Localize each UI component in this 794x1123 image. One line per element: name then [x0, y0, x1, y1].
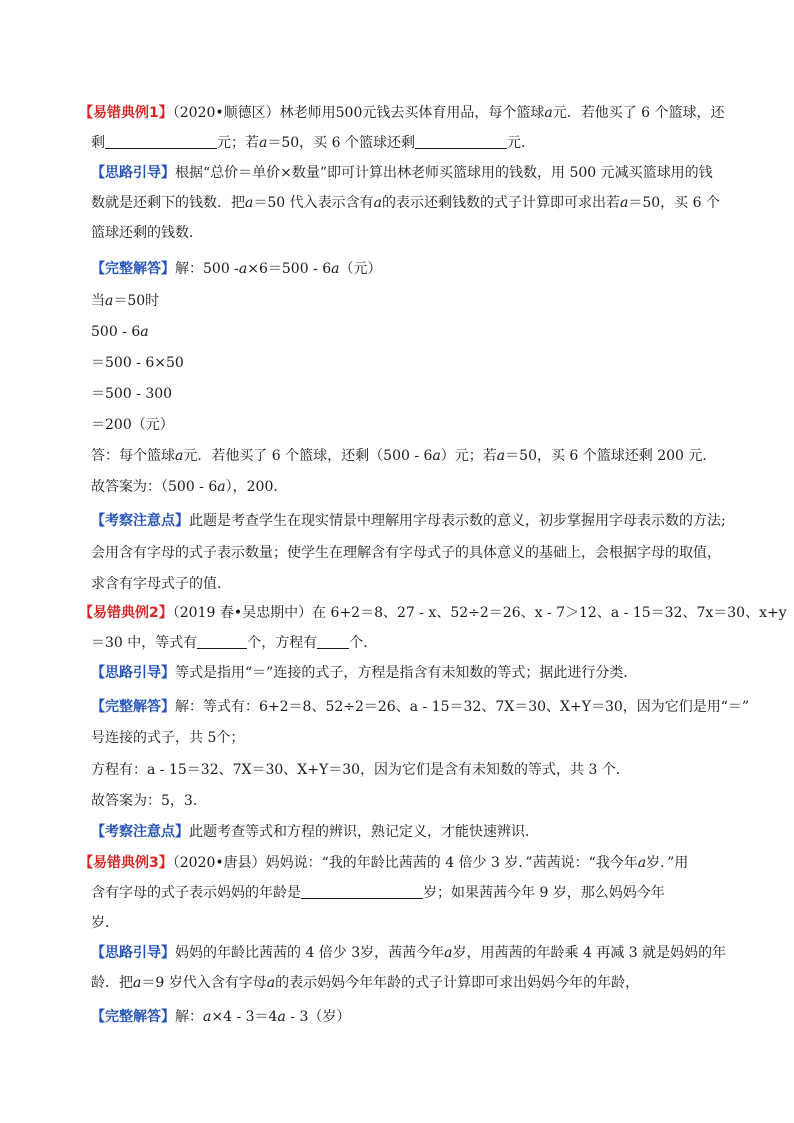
ex2-tag: 【易错典例2】	[79, 605, 173, 621]
ex2-final-answer: 故答案为：5，3．	[91, 793, 207, 809]
hint-tag: 【思路引导】	[91, 945, 175, 961]
answer-blank[interactable]	[415, 134, 507, 149]
answer-blank[interactable]	[317, 634, 349, 649]
ex1-hint-line1: 【思路引导】根据“总价＝单价×数量”即可计算出林老师买篮球用的钱数，用 500 元减买篮球用的钱	[91, 165, 713, 181]
ex3-hint-line1: 【思路引导】妈妈的年龄比茜茜的 4 倍少 3岁，茜茜今年a岁，用茜茜的年龄乘 4 再减 3 就是妈妈的年	[91, 945, 727, 961]
ex2-hint: 【思路引导】等式是指用“＝”连接的式子，方程是指含有未知数的等式；据此进行分类．	[91, 665, 638, 681]
solution-tag: 【完整解答】	[91, 699, 175, 715]
ex2-solution-line1: 【完整解答】解：等式有：6+2＝8、52÷2＝26、a - 15＝32、7X＝30、X+Y＝30，因为它们是用“＝”	[91, 699, 750, 715]
ex3-solution-line1: 【完整解答】解：a×4 - 3＝4a - 3（岁）	[91, 1009, 351, 1025]
ex1-solution-line3: 500 - 6a	[91, 324, 149, 340]
ex1-note-line3: 求含有字母式子的值．	[91, 576, 231, 592]
hint-tag: 【思路引导】	[91, 665, 175, 681]
ex1-note-line2: 会用含有字母的式子表示数量；使学生在理解含有字母式子的具体意义的基础上，会根据字母的取值，	[91, 545, 721, 561]
ex1-tag: 【易错典例1】	[79, 105, 173, 121]
ex2-note: 【考察注意点】此题考查等式和方程的辨识，熟记定义，才能快速辨识．	[91, 824, 539, 840]
note-tag: 【考察注意点】	[91, 513, 189, 529]
ex1-note-line1: 【考察注意点】此题是考查学生在现实情景中理解用字母表示数的意义，初步掌握用字母表示数的方法;	[91, 513, 726, 529]
ex3-hint-line2: 龄．把a＝9 岁代入含有字母a的表示妈妈今年年龄的式子计算即可求出妈妈今年的年龄，	[91, 975, 640, 991]
answer-blank[interactable]	[197, 634, 247, 649]
solution-tag: 【完整解答】	[91, 261, 175, 277]
answer-blank[interactable]	[301, 884, 423, 899]
ex2-solution-line2: 号连接的式子，共 5个；	[91, 730, 245, 746]
note-tag: 【考察注意点】	[91, 824, 189, 840]
ex3-question-line3: 岁．	[91, 915, 119, 931]
ex1-question-line2: 剩 元；若a＝50，买 6 个篮球还剩 元．	[91, 135, 535, 151]
ex3-question-line1: 【易错典例3】（2020•唐县）妈妈说：“我的年龄比茜茜的 4 倍少 3 岁．”茜茜说：“我今年a岁．”用	[79, 855, 689, 871]
ex3-tag: 【易错典例3】	[79, 855, 173, 871]
hint-tag: 【思路引导】	[91, 165, 175, 181]
solution-tag: 【完整解答】	[91, 1009, 175, 1025]
ex1-solution-line6: ＝200（元）	[91, 417, 174, 433]
ex1-solution-line4: ＝500 - 6×50	[91, 355, 184, 371]
ex1-hint-line2: 数就是还剩下的钱数．把a＝50 代入表示含有a的表示还剩钱数的式子计算即可求出若a＝50，买 6 个	[91, 195, 720, 211]
ex1-solution-line5: ＝500 - 300	[91, 386, 173, 402]
ex3-question-line2: 含有字母的式子表示妈妈的年龄是 岁；如果茜茜今年 9 岁，那么妈妈今年	[91, 885, 665, 901]
ex2-question-line1: 【易错典例2】（2019 春•吴忠期中）在 6+2＝8、27 - x、52÷2＝26、x - 7＞12、a - 15＝32、7x＝30、x+y	[79, 605, 787, 621]
ex2-solution-line3: 方程有：a - 15＝32、7X＝30、X+Y＝30，因为它们是含有未知数的等式，共 3 个．	[91, 762, 630, 778]
ex1-answer-line: 答：每个篮球a元．若他买了 6 个篮球，还剩（500 - 6a）元；若a＝50，买 6 个篮球还剩 200 元．	[91, 448, 717, 464]
ex1-final-answer: 故答案为：（500 - 6a），200．	[91, 479, 288, 495]
answer-blank[interactable]	[105, 134, 217, 149]
ex1-solution-line1: 【完整解答】解：500 -a×6＝500 - 6a（元）	[91, 261, 382, 277]
ex1-question-line1: 【易错典例1】（2020•顺德区）林老师用500元钱去买体育用品，每个篮球a元．若他买了 6 个篮球，还	[79, 105, 725, 121]
ex2-question-line2: ＝30 中，等式有 个，方程有 个．	[91, 635, 378, 651]
ex1-solution-line2: 当a＝50时	[91, 293, 160, 309]
ex1-hint-line3: 篮球还剩的钱数．	[91, 225, 203, 241]
